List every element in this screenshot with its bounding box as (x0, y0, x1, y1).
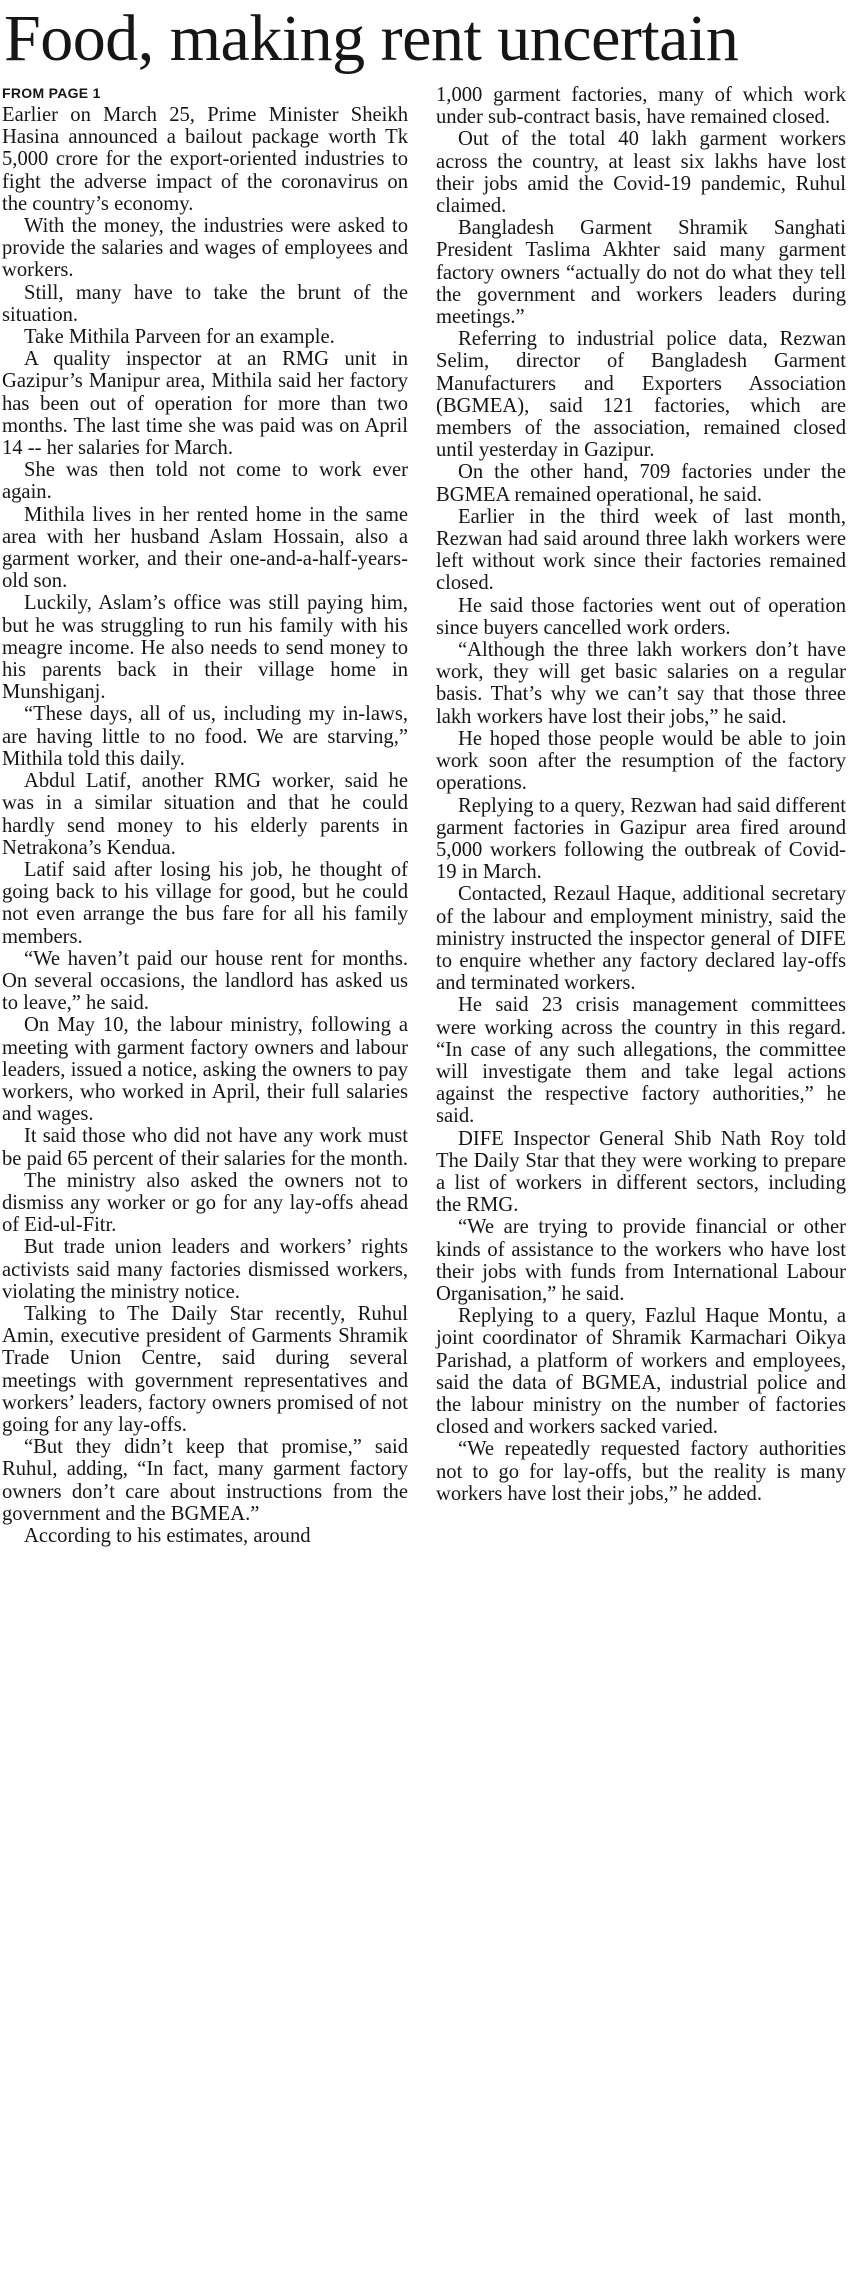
paragraph: “We are trying to provide financial or other kinds of assistance to the workers who have lost their jobs with funds from International Labour Organisation,” he said. (436, 1216, 846, 1305)
paragraph: Out of the total 40 lakh garment workers across the country, at least six lakhs have lost their jobs amid the Covid-19 pandemic, Ruhul claimed. (436, 128, 846, 218)
paragraph: Luckily, Aslam’s office was still paying him, but he was struggling to run his family with his meagre income. He also needs to send money to his parents back in their village home in Munshiganj. (2, 592, 408, 704)
page-reference: FROM PAGE 1 (2, 85, 101, 101)
paragraph: On the other hand, 709 factories under the BGMEA remained operational, he said. (436, 461, 846, 506)
paragraph: Talking to The Daily Star recently, Ruhul Amin, executive president of Garments Shramik Trade Union Centre, said during several meetings with government representatives and workers’ leaders, factory owners promised of not going for any lay-offs. (2, 1302, 408, 1436)
paragraph: Replying to a query, Rezwan had said different garment factories in Gazipur area fired around 5,000 workers following the outbreak of Covid-19 in March. (436, 794, 846, 884)
paragraph: She was then told not come to work ever again. (2, 459, 408, 504)
paragraph: Still, many have to take the brunt of the situation. (2, 281, 408, 326)
right-column (436, 84, 846, 1505)
paragraph: It said those who did not have any work must be paid 65 percent of their salaries for the month. (2, 1125, 409, 1170)
paragraph: He hoped those people would be able to join work soon after the resumption of the factory operations. (436, 727, 846, 795)
paragraph: Latif said after losing his job, he thought of going back to his village for good, but he could not even arrange the bus fare for all his family members. (2, 858, 408, 948)
paragraph: Referring to industrial police data, Rezwan Selim, director of Bangladesh Garment Manufacturers and Exporters Association (BGMEA), said 121 factories, which are members of the association, remained closed until yesterday in Gazipur. (436, 328, 846, 462)
paragraph: On May 10, the labour ministry, following a meeting with garment factory owners and labour leaders, issued a notice, asking the owners to pay workers, who worked in April, their full salaries and wages. (2, 1014, 408, 1126)
paragraph: Bangladesh Garment Shramik Sanghati President Taslima Akhter said many garment factory owners “actually do not do what they tell the government and workers leaders during meetings.” (436, 217, 846, 329)
paragraph: The ministry also asked the owners not to dismiss any worker or go for any lay-offs ahead of Eid-ul-Fitr. (2, 1169, 408, 1237)
paragraph: He said those factories went out of operation since buyers cancelled work orders. (436, 594, 846, 639)
paragraph: Earlier on March 25, Prime Minister Sheikh Hasina announced a bailout package worth Tk 5,000 crore for the export-oriented industries to fight the adverse impact of the coronavirus on the country’s economy. (2, 104, 408, 215)
paragraph: But trade union leaders and workers’ rights activists said many factories dismissed workers, violating the ministry notice. (2, 1236, 408, 1303)
paragraph: “We haven’t paid our house rent for months. On several occasions, the landlord has asked us to leave,” he said. (2, 947, 408, 1015)
paragraph: According to his estimates, around (24, 1525, 311, 1547)
paragraph: He said 23 crisis management committees were working across the country in this regard. “In case of any such allegations, the committee will investigate them and take legal actions against the respective factory authorities,” he said. (436, 994, 846, 1128)
paragraph: Contacted, Rezaul Haque, additional secretary of the labour and employment ministry, said the ministry instructed the inspector general of DIFE to enquire whether any factory declared lay-offs and terminated workers. (436, 883, 846, 995)
paragraph: Replying to a query, Fazlul Haque Montu, a joint coordinator of Shramik Karmachari Oikya Parishad, a platform of workers and employees, said the data of BGMEA, industrial police and the labour ministry on the number of factories closed and workers sacked varied. (436, 1305, 846, 1439)
paragraph: Abdul Latif, another RMG worker, said he was in a similar situation and that he could hardly send money to his elderly parents in Netrakona’s Kendua. (2, 770, 408, 859)
paragraph: DIFE Inspector General Shib Nath Roy told The Daily Star that they were working to prepare a list of workers in different sectors, including the RMG. (436, 1127, 846, 1217)
paragraph: A quality inspector at an RMG unit in Gazipur’s Manipur area, Mithila said her factory has been out of operation for more than two months. The last time she was paid was on April 14 -- her salaries for March. (2, 348, 408, 460)
paragraph: Mithila lives in her rented home in the same area with her husband Aslam Hossain, also a garment worker, and their one-and-a-half-years-old son. (2, 503, 408, 593)
paragraph: Take Mithila Parveen for an example. (24, 326, 335, 349)
paragraph: “But they didn’t keep that promise,” said Ruhul, adding, “In fact, many garment factory owners don’t care about instructions from the government and the BGMEA.” (2, 1436, 408, 1525)
paragraph: Earlier in the third week of last month, Rezwan had said around three lakh workers were left without work since their factories remained closed. (436, 505, 846, 595)
paragraph: “These days, all of us, including my in-laws, are having little to no food. We are starving,” Mithila told this daily. (2, 703, 408, 770)
left-column (2, 84, 408, 1547)
paragraph: With the money, the industries were asked to provide the salaries and wages of employees and workers. (2, 215, 408, 282)
paragraph: 1,000 garment factories, many of which work under sub-contract basis, have remained closed. (436, 84, 846, 129)
paragraph: “Although the three lakh workers don’t have work, they will get basic salaries on a regular basis. That’s why we can’t say that those three lakh workers have lost their jobs,” he said. (436, 639, 846, 728)
paragraph: “We repeatedly requested factory authorities not to go for lay-offs, but the reality is many workers have lost their jobs,” he added. (436, 1438, 846, 1505)
headline: Food, making rent uncertain (4, 2, 739, 75)
